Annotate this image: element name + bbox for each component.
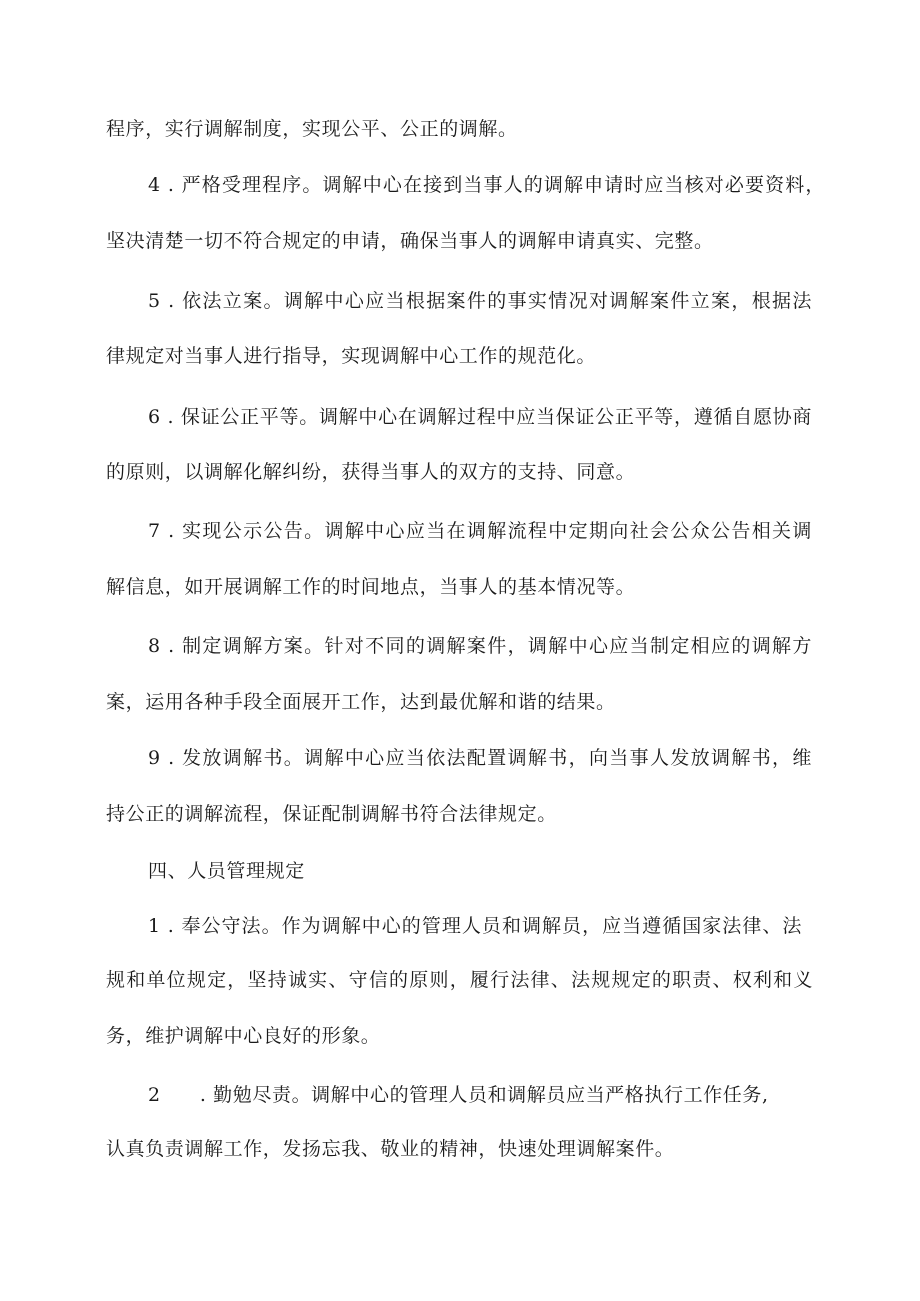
text-line-4: 5 . 依法立案。调解中心应当根据案件的事实情况对调解案件立案，根据法 (148, 290, 812, 312)
text-line-15: 1 . 奉公守法。作为调解中心的管理人员和调解员，应当遵循国家法律、法 (148, 915, 802, 937)
text-line-6: 6 . 保证公正平等。调解中心在调解过程中应当保证公正平等，遵循自愿协商 (148, 406, 812, 428)
text-line-5: 律规定对当事人进行指导，实现调解中心工作的规范化。 (106, 345, 597, 367)
text-line-1: 程序，实行调解制度，实现公平、公正的调解。 (106, 118, 518, 140)
text-line-17: 务，维护调解中心良好的形象。 (106, 1025, 381, 1047)
text-line-7: 的原则，以调解化解纠纷，获得当事人的双方的支持、同意。 (106, 461, 636, 483)
text-line-2: 4 . 严格受理程序。调解中心在接到当事人的调解申请时应当核对必要资料， (148, 174, 825, 196)
text-line-10: 8 . 制定调解方案。针对不同的调解案件，调解中心应当制定相应的调解方 (148, 635, 812, 657)
text-line-3: 坚决清楚一切不符合规定的申请，确保当事人的调解申请真实、完整。 (106, 230, 714, 252)
text-line-9: 解信息，如开展调解工作的时间地点，当事人的基本情况等。 (106, 576, 636, 598)
text-line-8: 7 . 实现公示公告。调解中心应当在调解流程中定期向社会公众公告相关调 (148, 520, 812, 542)
text-line-19: 认真负责调解工作，发扬忘我、敬业的精神，快速处理调解案件。 (106, 1138, 675, 1160)
section-heading: 四、人员管理规定 (148, 860, 305, 882)
text-line-18: 2 . 勤勉尽责。调解中心的管理人员和调解员应当严格执行工作任务, (148, 1084, 769, 1106)
text-line-12: 9 . 发放调解书。调解中心应当依法配置调解书，向当事人发放调解书，维 (148, 747, 812, 769)
text-line-11: 案，运用各种手段全面展开工作，达到最优解和谐的结果。 (106, 691, 616, 713)
text-line-16: 规和单位规定，坚持诚实、守信的原则，履行法律、法规规定的职责、权利和义 (106, 969, 813, 991)
text-line-13: 持公正的调解流程，保证配制调解书符合法律规定。 (106, 803, 557, 825)
